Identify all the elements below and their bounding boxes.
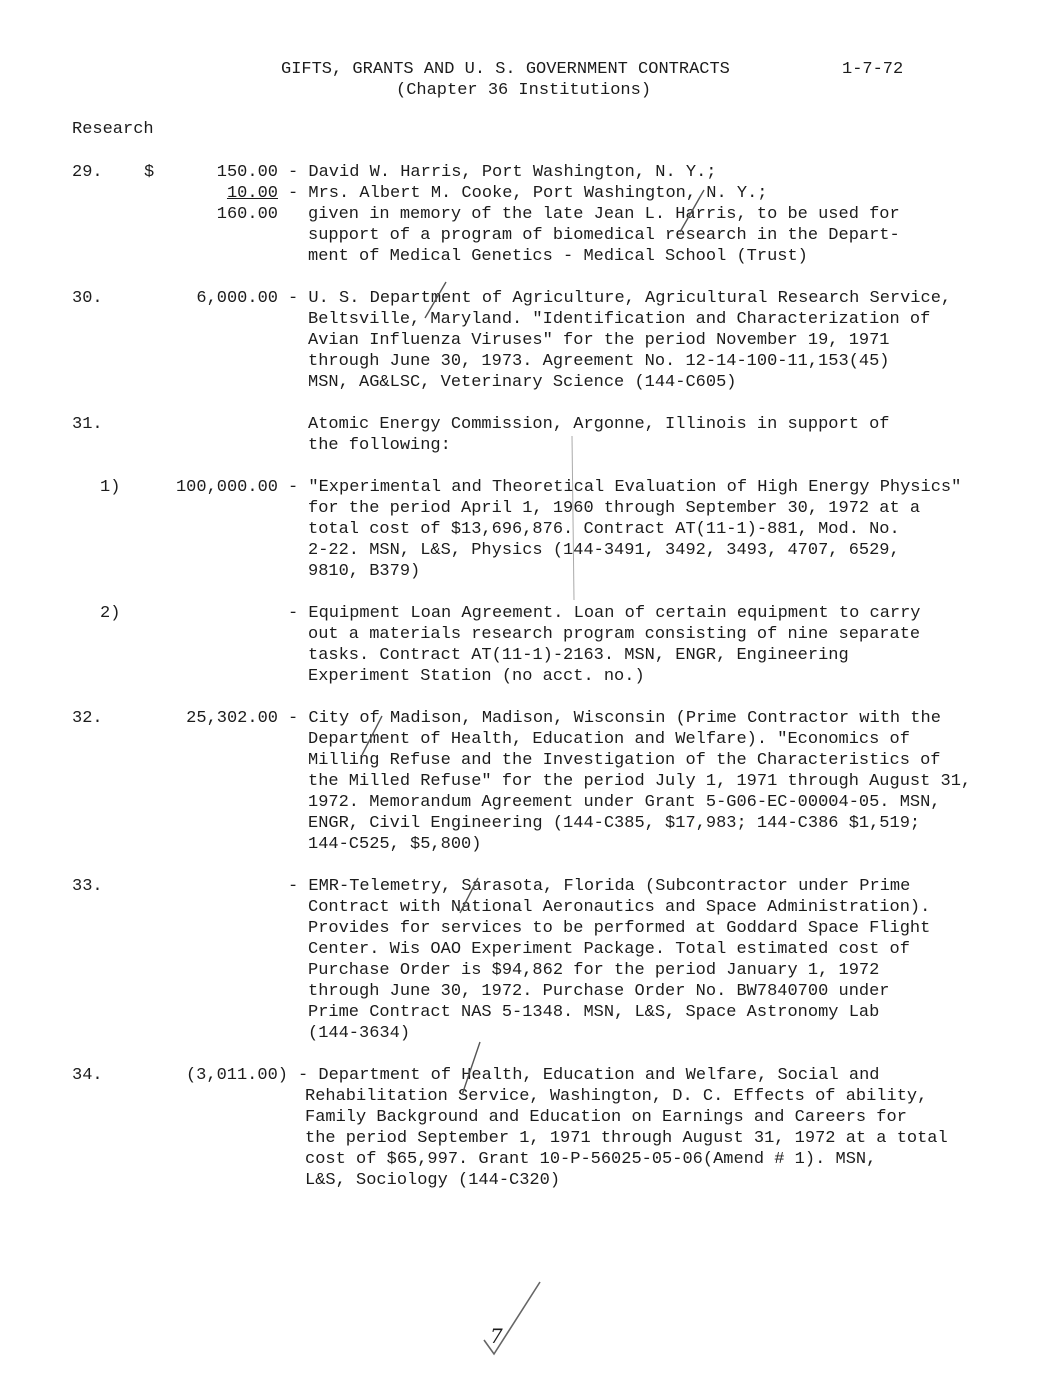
check-mark [462,1042,480,1095]
entry-number: 30. [72,289,103,308]
entry-line: 1972. Memorandum Agreement under Grant 5-G06-EC-00004-05. MSN, [308,793,941,812]
amount: 6,000.00 [196,289,278,308]
amount: 10.00 [226,184,278,203]
entry-line: through June 30, 1973. Agreement No. 12-14-100-11,153(45) [308,352,890,371]
entry-line: - Mrs. Albert M. Cooke, Port Washington, N. Y.; [288,184,768,203]
sub-item-number: 1) [100,478,121,497]
entry-line: Prime Contract NAS 5-1348. MSN, L&S, Space Astronomy Lab [308,1003,880,1022]
section-heading: Research [72,120,154,139]
entry-line: Experiment Station (no acct. no.) [308,667,645,686]
entry-line: ment of Medical Genetics - Medical School (Trust) [308,247,808,266]
entry-line: (144-3634) [308,1024,411,1043]
entry-number: 31. [72,415,103,434]
entry-number: 33. [72,877,103,896]
entry-line: out a materials research program consisting of nine separate [308,625,921,644]
entry-line: Avian Influenza Viruses" for the period November 19, 1971 [308,331,890,350]
entry-line: the period September 1, 1971 through August 31, 1972 at a total [305,1129,948,1148]
entry-line: support of a program of biomedical research in the Depart- [308,226,900,245]
entry-line: - Department of Health, Education and Welfare, Social and [298,1066,880,1085]
document-subtitle: (Chapter 36 Institutions) [396,81,652,100]
currency-symbol: $ [144,163,155,182]
entry-line: through June 30, 1972. Purchase Order No. BW7840700 under [308,982,890,1001]
entry-line: for the period April 1, 1960 through September 30, 1972 at a [308,499,921,518]
entry-line: Beltsville, Maryland. "Identification and Characterization of [308,310,931,329]
entry-line: Milling Refuse and the Investigation of the Characteristics of [308,751,941,770]
entry-line: Provides for services to be performed at Goddard Space Flight [308,919,931,938]
entry-line: - Equipment Loan Agreement. Loan of certain equipment to carry [288,604,921,623]
entry-line: Purchase Order is $94,862 for the period January 1, 1972 [308,961,880,980]
entry-line: ENGR, Civil Engineering (144-C385, $17,983; 144-C386 $1,519; [308,814,921,833]
amount-total: 160.00 [216,205,278,224]
amount: 150.00 [216,163,278,182]
amount: 100,000.00 [175,478,278,497]
entry-number: 29. [72,163,103,182]
check-mark [362,716,382,755]
entry-line: Contract with National Aeronautics and Space Administration). [308,898,931,917]
entry-line: 2-22. MSN, L&S, Physics (144-3491, 3492, 3493, 4707, 6529, [308,541,900,560]
entry-line: Rehabilitation Service, Washington, D. C. Effects of ability, [305,1087,928,1106]
entry-line: 144-C525, $5,800) [308,835,482,854]
entry-line: Center. Wis OAO Experiment Package. Total estimated cost of [308,940,910,959]
fold-crease [572,436,574,600]
entry-line: L&S, Sociology (144-C320) [305,1171,561,1190]
entry-line: 9810, B379) [308,562,421,581]
document-date: 1-7-72 [842,60,904,79]
entry-number: 34. [72,1066,103,1085]
entry-line: - City of Madison, Madison, Wisconsin (Prime Contractor with the [288,709,941,728]
check-mark [680,190,704,232]
check-mark [425,282,446,318]
entry-line: the following: [308,436,451,455]
entry-number: 32. [72,709,103,728]
entry-line: cost of $65,997. Grant 10-P-56025-05-06(Amend # 1). MSN, [305,1150,877,1169]
amount: (3,011.00) [185,1066,288,1085]
entry-line: Department of Health, Education and Welfare). "Economics of [308,730,910,749]
page-number: 7 [490,1324,503,1348]
document-title: GIFTS, GRANTS AND U. S. GOVERNMENT CONTRACTS [281,60,730,79]
entry-line: - U. S. Department of Agriculture, Agricultural Research Service, [288,289,952,308]
amount: 25,302.00 [186,709,278,728]
check-mark [460,878,478,913]
entry-line: Family Background and Education on Earnings and Careers for [305,1108,907,1127]
entry-line: Atomic Energy Commission, Argonne, Illinois in support of [308,415,890,434]
entry-line: - David W. Harris, Port Washington, N. Y.; [288,163,717,182]
entry-line: total cost of $13,696,876. Contract AT(11-1)-881, Mod. No. [308,520,900,539]
entry-line: - EMR-Telemetry, Sarasota, Florida (Subcontractor under Prime [288,877,911,896]
sub-item-number: 2) [100,604,121,623]
entry-line: given in memory of the late Jean L. Harris, to be used for [308,205,900,224]
entry-line: the Milled Refuse" for the period July 1, 1971 through August 31, [308,772,972,791]
entry-line: MSN, AG&LSC, Veterinary Science (144-C605) [308,373,737,392]
entry-line: - "Experimental and Theoretical Evaluation of High Energy Physics" [288,478,962,497]
entry-line: tasks. Contract AT(11-1)-2163. MSN, ENGR, Engineering [308,646,849,665]
